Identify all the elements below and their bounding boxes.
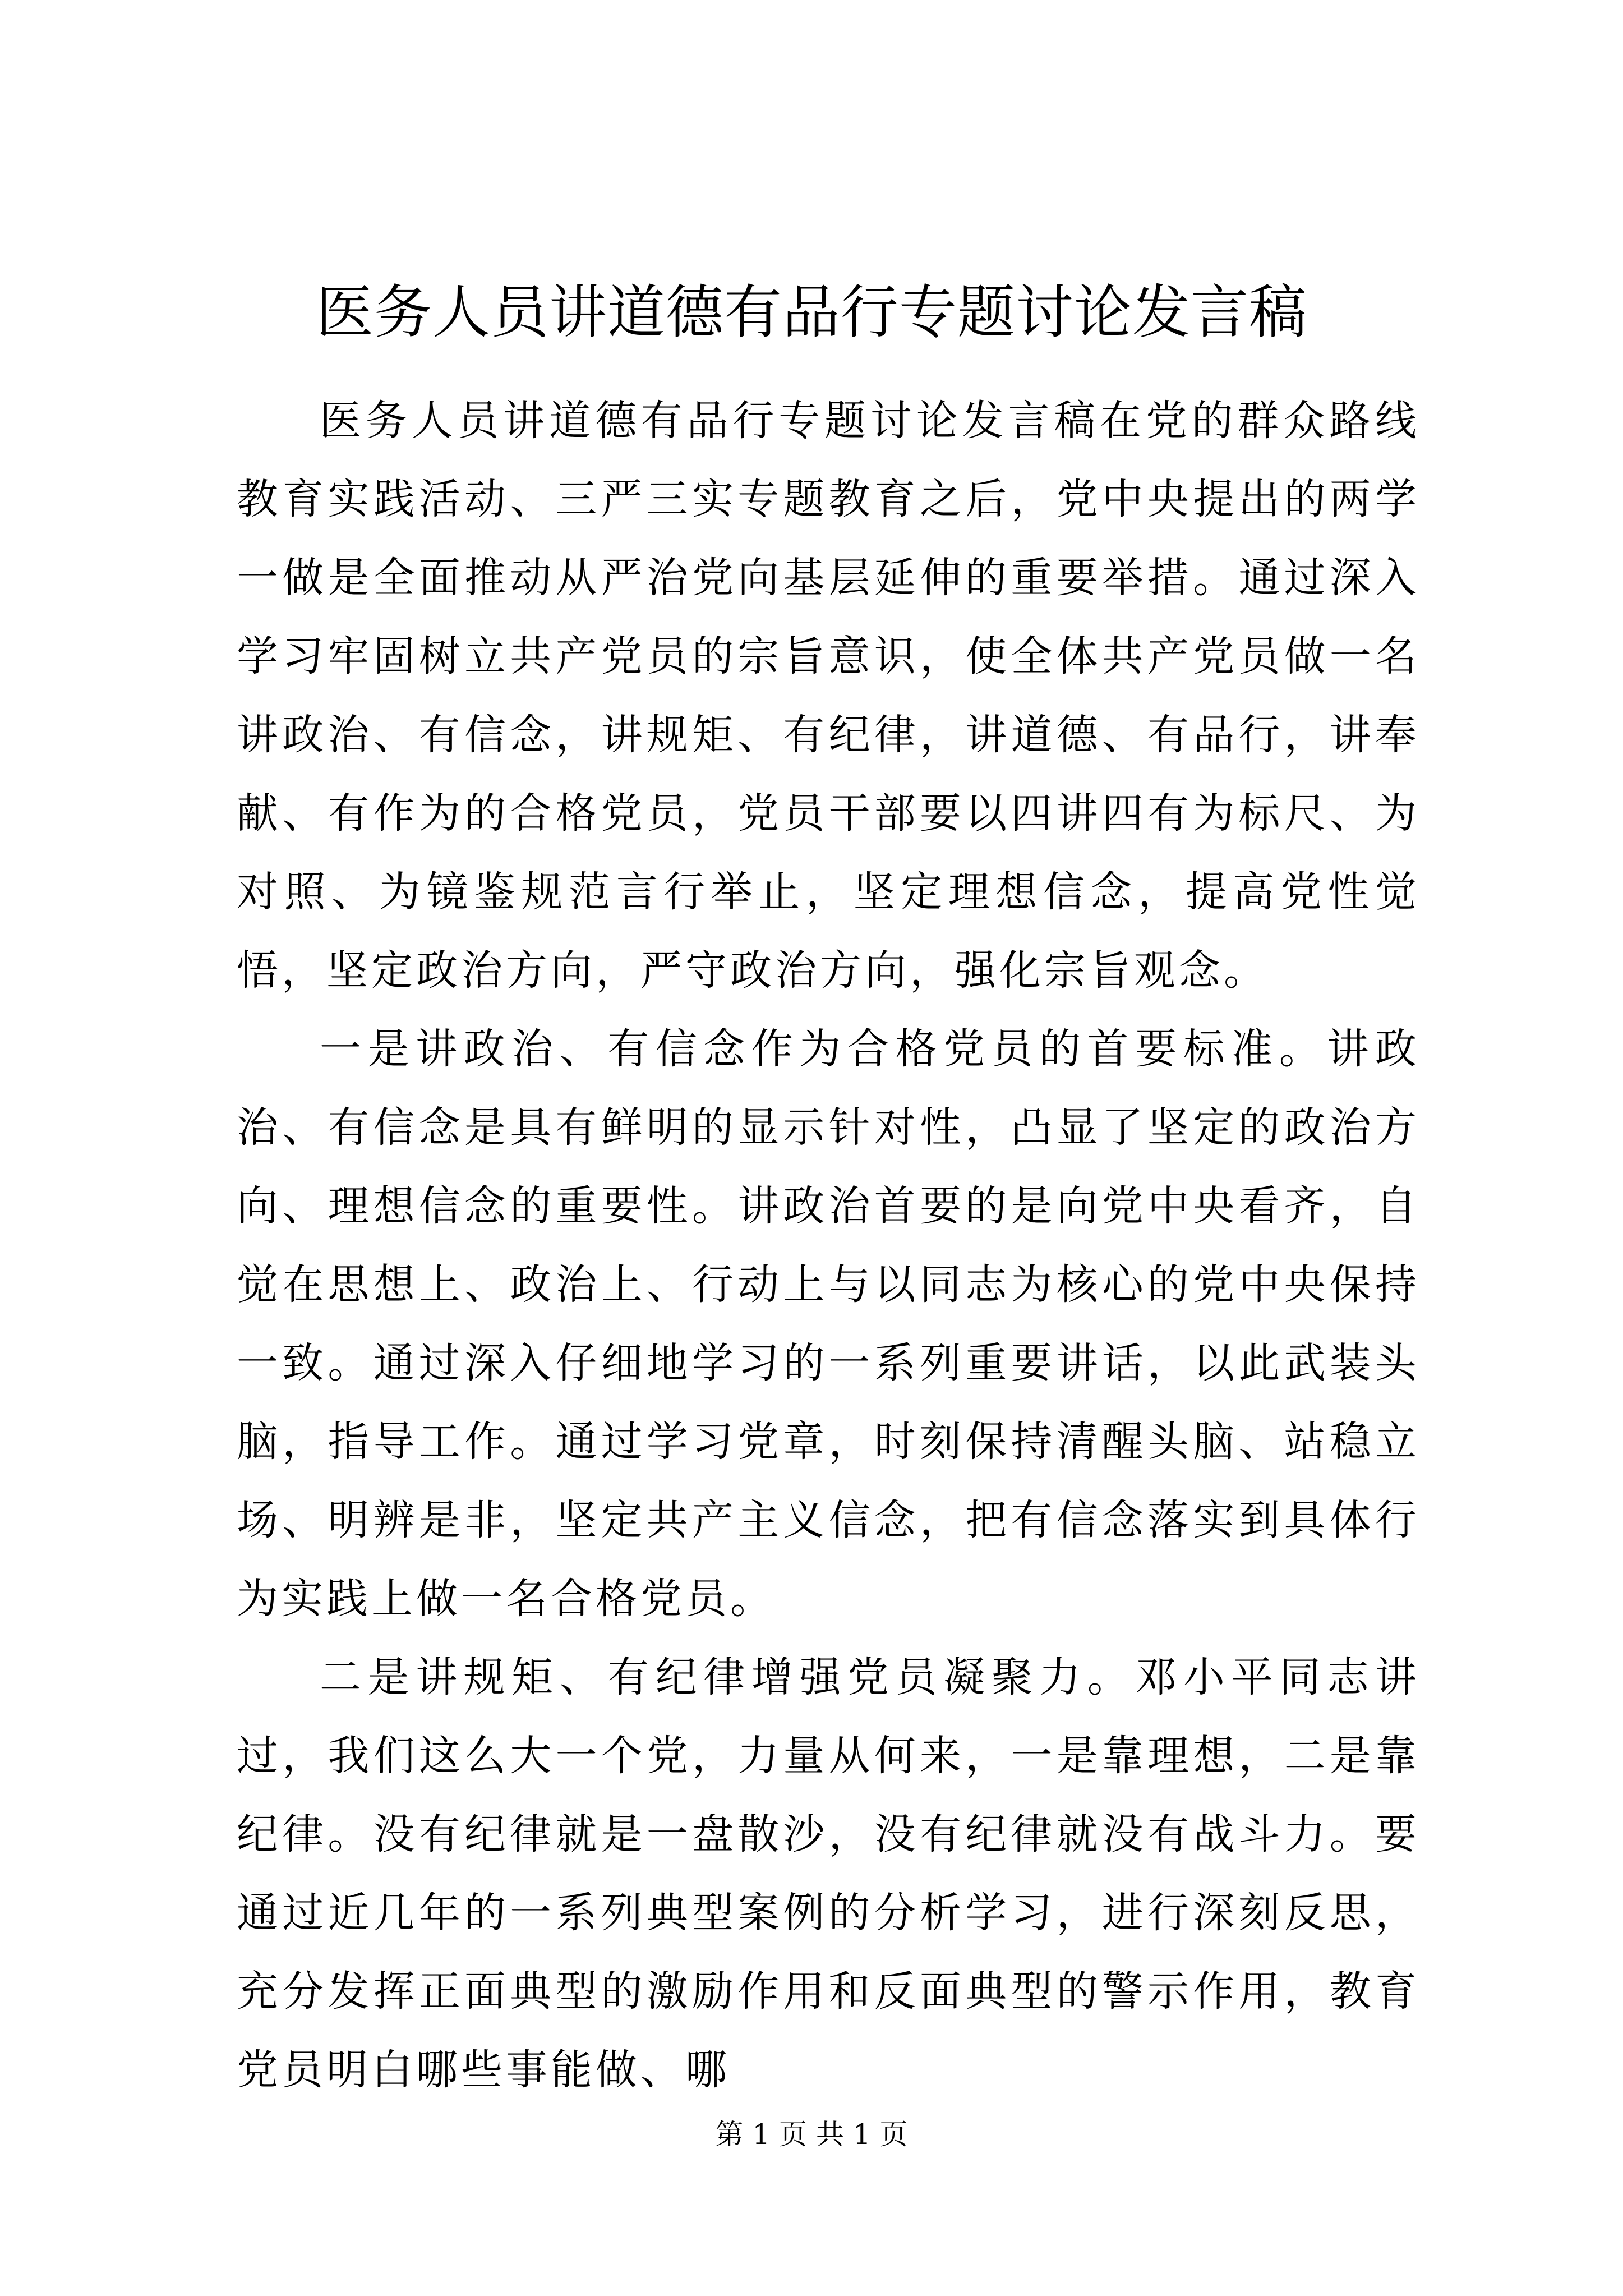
document-body — [237, 381, 1420, 2109]
paragraph-2: 一是讲政治、有信念作为合格党员的首要标准。讲政治、有信念是具有鲜明的显示针对性，凸显了坚定的政治方向、理想信念的重要性。讲政治首要的是向党中央看齐，自觉在思想上、政治上、行动上与以同志为核心的党中央保持一致。通过深入仔细地学习的一系列重要讲话，以此武装头脑，指导工作。通过学习党章，时刻保持清醒头脑、站稳立场、明辨是非，坚定共产主义信念，把有信念落实到具体行为实践上做一名合格党员。 — [237, 1025, 1420, 1623]
paragraph-3: 二是讲规矩、有纪律增强党员凝聚力。邓小平同志讲过，我们这么大一个党，力量从何来，一是靠理想，二是靠纪律。没有纪律就是一盘散沙，没有纪律就没有战斗力。要通过近几年的一系列典型案例的分析学习，进行深刻反思，充分发挥正面典型的激励作用和反面典型的警示作用，教育党员明白哪些事能做、哪 — [237, 1653, 1420, 2094]
document-title: 医务人员讲道德有品行专题讨论发言稿 — [316, 279, 1307, 346]
paragraph-1: 医务人员讲道德有品行专题讨论发言稿在党的群众路线教育实践活动、三严三实专题教育之后，党中央提出的两学一做是全面推动从严治党向基层延伸的重要举措。通过深入学习牢固树立共产党员的宗旨意识，使全体共产党员做一名讲政治、有信念，讲规矩、有纪律，讲道德、有品行，讲奉献、有作为的合格党员，党员干部要以四讲四有为标尺、为对照、为镜鉴规范言行举止，坚定理想信念，提高党性觉悟，坚定政治方向，严守政治方向，强化宗旨观念。 — [237, 397, 1420, 995]
page-footer: 第 1 页 共 1 页 — [715, 2118, 908, 2151]
